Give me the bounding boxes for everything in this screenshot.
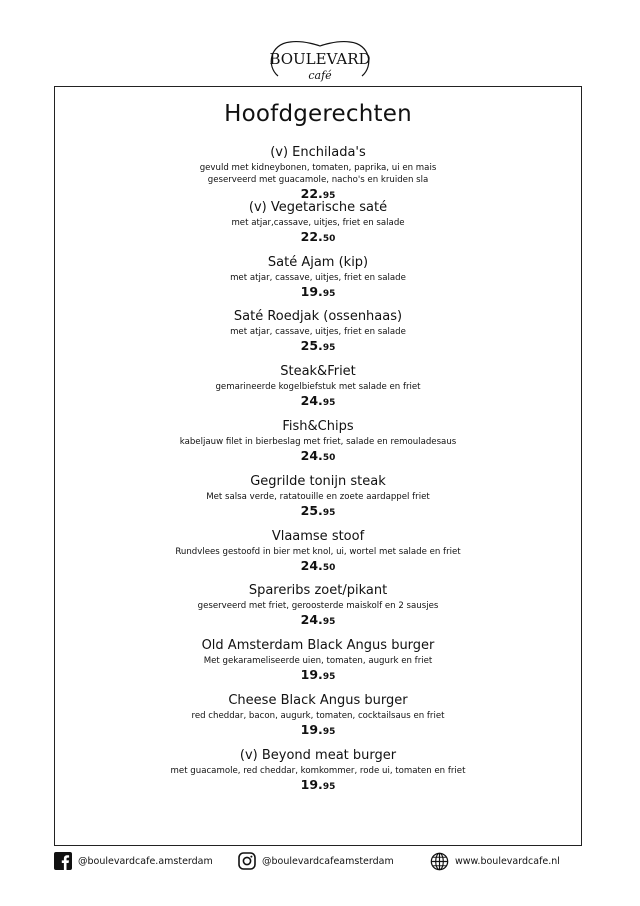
price-euros: 22. [300, 228, 323, 244]
dish-price [55, 777, 581, 795]
price-cents: 50 [322, 562, 336, 573]
logo-wordmark: BOULEVARD [269, 50, 371, 68]
menu-item [55, 144, 581, 199]
footer [0, 848, 640, 878]
price-euros: 24. [300, 557, 323, 573]
price-cents: 95 [322, 672, 336, 683]
page-title: Hoofdgerechten [224, 101, 412, 127]
price-cents: 95 [322, 726, 336, 737]
menu-item [55, 199, 581, 254]
dish-description: met guacamole, red cheddar, komkommer, rode ui, tomaten en friet [170, 765, 466, 776]
price-cents: 95 [322, 398, 336, 409]
dish-name: Saté Roedjak (ossenhaas) [233, 309, 403, 325]
menu-item [55, 363, 581, 418]
menu-item [55, 308, 581, 363]
dish-price [55, 667, 581, 685]
dish-price [55, 338, 581, 356]
dish-name: Old Amsterdam Black Angus burger [201, 638, 435, 654]
dish-name: (v) Enchilada's [270, 145, 366, 160]
dish-name: Fish&Chips [282, 418, 354, 434]
price-euros: 19. [300, 667, 323, 683]
dish-name: (v) Vegetarische saté [248, 199, 388, 215]
price-cents: 95 [322, 288, 336, 299]
dish-price [55, 558, 581, 576]
price-cents: 95 [322, 781, 336, 792]
dish-price [55, 722, 581, 740]
dish-name: Gegrilde tonijn steak [250, 473, 386, 489]
dish-price [55, 284, 581, 302]
dish-description: met atjar, cassave, uitjes, friet en salade [230, 272, 406, 283]
price-euros: 25. [300, 502, 323, 518]
instagram-icon [238, 852, 256, 870]
price-euros: 24. [300, 612, 323, 628]
instagram-link[interactable] [238, 852, 394, 870]
dish-description: Met gekarameliseerde uien, tomaten, augurk en friet [203, 656, 433, 667]
menu-item [55, 473, 581, 528]
dish-description: gemarineerde kogelbiefstuk met salade en friet [215, 382, 421, 393]
dish-name: Vlaamse stoof [271, 528, 365, 544]
price-cents: 50 [322, 452, 336, 463]
dish-name: (v) Beyond meat burger [239, 747, 397, 763]
dish-description: Met salsa verde, ratatouille en zoete aardappel friet [206, 491, 430, 502]
dish-price [55, 503, 581, 521]
dish-name: Saté Ajam (kip) [267, 254, 369, 270]
menu-item [55, 637, 581, 692]
dish-description: gevuld met kidneybonen, tomaten, paprika, ui en mais [199, 163, 437, 173]
dish-name: Spareribs zoet/pikant [248, 583, 388, 599]
website-link[interactable] [430, 852, 560, 871]
dish-description: Rundvlees gestoofd in bier met knol, ui, wortel met salade en friet [175, 546, 461, 557]
instagram-handle: @boulevardcafeamsterdam [262, 855, 394, 867]
website-url: www.boulevardcafe.nl [455, 856, 560, 867]
dish-name: Cheese Black Angus burger [228, 692, 408, 708]
price-euros: 25. [300, 338, 323, 354]
menu-item [55, 692, 581, 747]
price-cents: 50 [322, 233, 336, 244]
price-euros: 24. [300, 393, 323, 409]
menu-item [55, 418, 581, 473]
dish-description: kabeljauw filet in bierbeslag met friet, salade en remouladesaus [179, 436, 457, 447]
menu-item [55, 528, 581, 583]
price-euros: 24. [300, 447, 323, 463]
facebook-handle: @boulevardcafe.amsterdam [78, 855, 213, 867]
facebook-icon [54, 852, 72, 870]
menu-frame [54, 86, 582, 846]
price-cents: 95 [322, 343, 336, 354]
price-cents: 95 [322, 507, 336, 518]
facebook-link[interactable] [54, 852, 213, 870]
dish-price [55, 448, 581, 466]
dish-price [55, 612, 581, 630]
menu-item [55, 582, 581, 637]
dish-price [55, 229, 581, 247]
dish-description: geserveerd met guacamole, nacho's en kruiden sla [207, 175, 429, 185]
globe-icon [430, 852, 449, 871]
dish-description: met atjar, cassave, uitjes, friet en salade [230, 327, 406, 338]
logo-subtitle: café [308, 69, 332, 82]
menu-item [55, 254, 581, 309]
price-euros: 22. [300, 186, 323, 201]
dish-name: Steak&Friet [280, 364, 356, 380]
dish-description: geserveerd met friet, geroosterde maiskolf en 2 sausjes [197, 601, 439, 612]
menu-item [55, 747, 581, 802]
boulevard-cafe-logo [264, 36, 376, 86]
price-euros: 19. [300, 776, 323, 792]
price-euros: 19. [300, 283, 323, 299]
menu-list [55, 144, 581, 802]
price-cents: 95 [322, 191, 336, 201]
price-cents: 95 [322, 617, 336, 628]
dish-price [55, 393, 581, 411]
dish-description: red cheddar, bacon, augurk, tomaten, cocktailsaus en friet [191, 710, 445, 721]
price-euros: 19. [300, 721, 323, 737]
dish-description: met atjar,cassave, uitjes, friet en salade [231, 217, 405, 228]
